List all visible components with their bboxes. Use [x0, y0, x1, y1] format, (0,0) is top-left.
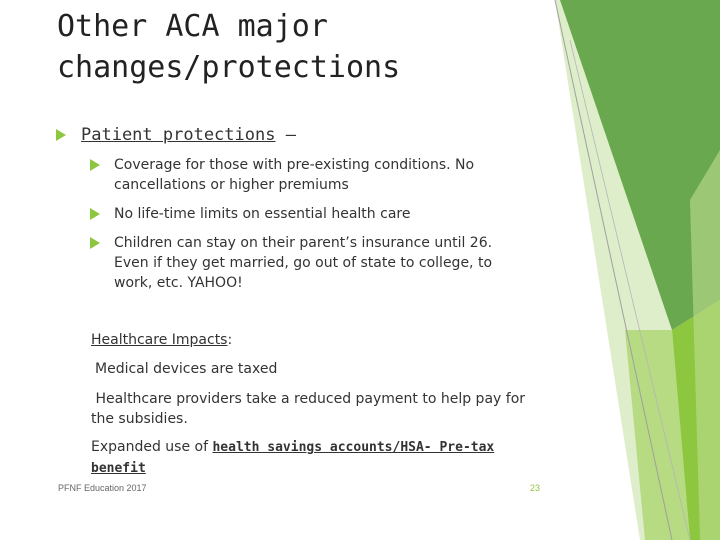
- patient-protections-heading: [81, 125, 296, 145]
- slide-title-line2: changes/protections: [57, 50, 401, 85]
- hsa-link-text: health savings accounts/HSA- Pre-tax: [212, 440, 495, 455]
- subbullet-line: Children can stay on their parent’s insurance until 26.: [114, 235, 493, 251]
- subbullet-lifetime-limits: [114, 204, 410, 224]
- slide-title: [57, 6, 537, 88]
- hsa-prefix: Expanded use of: [91, 439, 213, 455]
- healthcare-impacts-heading: [91, 330, 232, 350]
- impact-medical-devices: Medical devices are taxed: [95, 361, 278, 377]
- patient-protections-suffix: –: [275, 125, 296, 145]
- patient-protections-label: Patient protections: [81, 125, 276, 145]
- subbullet-line: Coverage for those with pre-existing conditions. No: [114, 157, 475, 173]
- bullet-arrow-icon: [90, 159, 100, 171]
- slide-title-line1: Other ACA major: [57, 9, 328, 44]
- subbullet-line: Even if they get married, go out of state to college, to: [114, 255, 493, 271]
- impact-line: the subsidies.: [91, 411, 188, 427]
- healthcare-impacts-label: Healthcare Impacts: [91, 332, 228, 348]
- bullet-arrow-icon: [56, 129, 66, 141]
- healthcare-impacts-colon: :: [227, 332, 233, 348]
- bullet-arrow-icon: [90, 208, 100, 220]
- subbullet-line: No life-time limits on essential health care: [114, 206, 411, 222]
- impact-line: Healthcare providers take a reduced payment to help pay for: [95, 391, 526, 407]
- subbullet-line: cancellations or higher premiums: [114, 177, 349, 193]
- impact-provider-payments: [91, 389, 525, 429]
- hsa-link-text: benefit: [91, 461, 146, 476]
- page-number: 23: [530, 483, 541, 493]
- subbullet-line: work, etc. YAHOO!: [114, 275, 243, 291]
- subbullet-children-26: [114, 233, 492, 293]
- bullet-arrow-icon: [90, 237, 100, 249]
- hsa-paragraph: [91, 437, 494, 479]
- footer-text: PFNF Education 2017: [58, 483, 147, 493]
- subbullet-preexisting: [114, 155, 474, 195]
